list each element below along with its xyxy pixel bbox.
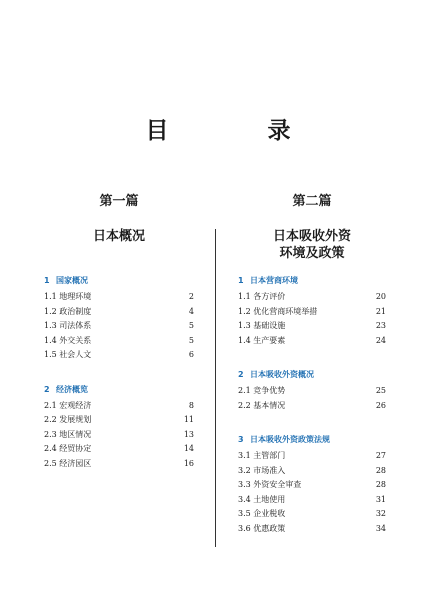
toc-section — [44, 274, 194, 363]
part-two-label: 第二篇 — [292, 194, 332, 209]
part-two-title-line: 日本吸收外资 — [272, 229, 351, 244]
toc-entry[interactable] — [238, 493, 386, 508]
entry-page: 32 — [375, 509, 386, 518]
toc-entry[interactable] — [44, 457, 194, 472]
entry-page: 20 — [375, 292, 386, 301]
toc-section — [238, 274, 386, 348]
entry-number: 3.6 — [238, 523, 251, 533]
entry-number: 1.3 — [44, 321, 57, 330]
entry-title: 发展规划 — [59, 415, 92, 424]
section-number: 2 — [238, 370, 244, 379]
entry-title: 基础设施 — [253, 321, 286, 330]
entry-page: 5 — [188, 321, 194, 330]
entry-page: 25 — [375, 386, 386, 395]
entry-title: 地理环境 — [59, 292, 92, 301]
section-title: 日本吸收外资概况 — [250, 370, 314, 379]
toc-entry[interactable] — [44, 290, 194, 305]
entry-title: 优惠政策 — [253, 523, 286, 533]
part-two-title — [238, 228, 386, 262]
section-number: 2 — [44, 384, 50, 394]
entry-title: 土地使用 — [253, 494, 286, 504]
entry-number: 1.4 — [238, 335, 251, 345]
part-one-label: 第一篇 — [99, 194, 139, 209]
entry-page: 14 — [183, 444, 194, 453]
toc-entry[interactable] — [44, 399, 194, 414]
toc-section — [238, 368, 386, 413]
section-title: 经济概览 — [56, 384, 88, 394]
toc-entry[interactable] — [44, 348, 194, 363]
toc-entry[interactable] — [44, 334, 194, 349]
entry-number: 1.2 — [44, 306, 57, 316]
entry-page: 4 — [188, 306, 194, 316]
entry-page: 26 — [375, 400, 386, 410]
toc-entry[interactable] — [238, 305, 386, 320]
part-two-column — [238, 192, 386, 536]
entry-page: 13 — [183, 429, 194, 439]
section-title: 国家概况 — [56, 276, 88, 285]
section-heading[interactable] — [238, 274, 386, 288]
entry-number: 3.4 — [238, 494, 251, 504]
part-one-title-line: 日本概况 — [92, 229, 145, 244]
entry-page: 23 — [375, 321, 386, 330]
entry-title: 经贸协定 — [59, 444, 92, 453]
entry-title: 优化营商环境举措 — [253, 306, 318, 316]
toc-entry[interactable] — [238, 464, 386, 479]
section-heading[interactable] — [238, 433, 386, 447]
entry-page: 21 — [375, 306, 386, 316]
entry-number: 1.3 — [238, 321, 251, 330]
entry-title: 企业税收 — [253, 509, 286, 518]
entry-title: 各方评价 — [253, 292, 286, 301]
entry-page: 28 — [375, 465, 386, 475]
section-heading[interactable] — [238, 368, 386, 382]
part-one-column — [44, 192, 194, 471]
toc-entry[interactable] — [44, 442, 194, 457]
toc-entry[interactable] — [238, 384, 386, 399]
entry-number: 2.4 — [44, 444, 57, 453]
toc-entry[interactable] — [238, 290, 386, 305]
entry-title: 基本情况 — [253, 400, 286, 410]
entry-page: 8 — [188, 400, 194, 410]
entry-number: 3.2 — [238, 465, 251, 475]
toc-section — [44, 383, 194, 472]
entry-number: 2.1 — [238, 386, 251, 395]
entry-title: 地区情况 — [59, 429, 92, 439]
toc-entry[interactable] — [238, 449, 386, 464]
entry-title: 市场准入 — [253, 465, 286, 475]
entry-title: 宏观经济 — [59, 400, 92, 410]
entry-page: 24 — [375, 335, 386, 345]
entry-title: 政治制度 — [59, 306, 92, 316]
entry-number: 1.4 — [44, 335, 57, 345]
part-two-title-line: 环境及政策 — [279, 246, 345, 261]
entry-page: 34 — [375, 523, 386, 533]
entry-number: 3.1 — [238, 451, 251, 460]
entry-page: 16 — [183, 458, 194, 468]
toc-entry[interactable] — [44, 305, 194, 320]
entry-title: 生产要素 — [253, 335, 286, 345]
section-number: 1 — [44, 276, 50, 285]
entry-number: 2.5 — [44, 458, 57, 468]
toc-entry[interactable] — [238, 478, 386, 493]
toc-entry[interactable] — [44, 428, 194, 443]
entry-number: 1.1 — [44, 292, 57, 301]
entry-number: 1.5 — [44, 350, 57, 359]
entry-number: 3.5 — [238, 509, 251, 518]
entry-page: 11 — [183, 415, 194, 424]
toc-entry[interactable] — [238, 507, 386, 522]
part-one-title — [44, 228, 194, 245]
entry-title: 司法体系 — [59, 321, 92, 330]
entry-page: 31 — [375, 494, 386, 504]
toc-entry[interactable] — [238, 522, 386, 537]
entry-page: 5 — [188, 335, 194, 345]
page-title: 目 录 — [145, 117, 329, 144]
entry-title: 经济园区 — [59, 458, 92, 468]
section-number: 1 — [238, 276, 244, 285]
column-divider — [215, 229, 216, 547]
entry-page: 2 — [188, 292, 194, 301]
entry-number: 1.1 — [238, 292, 251, 301]
section-heading[interactable] — [44, 383, 194, 397]
toc-section — [238, 433, 386, 536]
toc-entry[interactable] — [44, 413, 194, 428]
entry-number: 2.2 — [44, 415, 57, 424]
entry-title: 外交关系 — [59, 335, 92, 345]
section-title: 日本营商环境 — [250, 276, 298, 285]
toc-entry[interactable] — [44, 319, 194, 334]
section-heading[interactable] — [44, 274, 194, 288]
entry-page: 27 — [375, 451, 386, 460]
entry-number: 1.2 — [238, 306, 251, 316]
entry-title: 社会人文 — [59, 350, 92, 359]
entry-number: 3.3 — [238, 480, 251, 489]
toc-entry[interactable] — [238, 319, 386, 334]
section-title: 日本吸收外资政策法规 — [250, 435, 330, 444]
entry-title: 竞争优势 — [253, 386, 286, 395]
entry-page: 6 — [188, 350, 194, 359]
entry-number: 2.1 — [44, 400, 57, 410]
section-number: 3 — [238, 435, 244, 444]
entry-number: 2.2 — [238, 400, 251, 410]
entry-page: 28 — [375, 480, 386, 489]
toc-entry[interactable] — [238, 399, 386, 414]
entry-title: 外资安全审查 — [253, 480, 302, 489]
toc-entry[interactable] — [238, 334, 386, 349]
entry-title: 主管部门 — [253, 451, 286, 460]
entry-number: 2.3 — [44, 429, 57, 439]
